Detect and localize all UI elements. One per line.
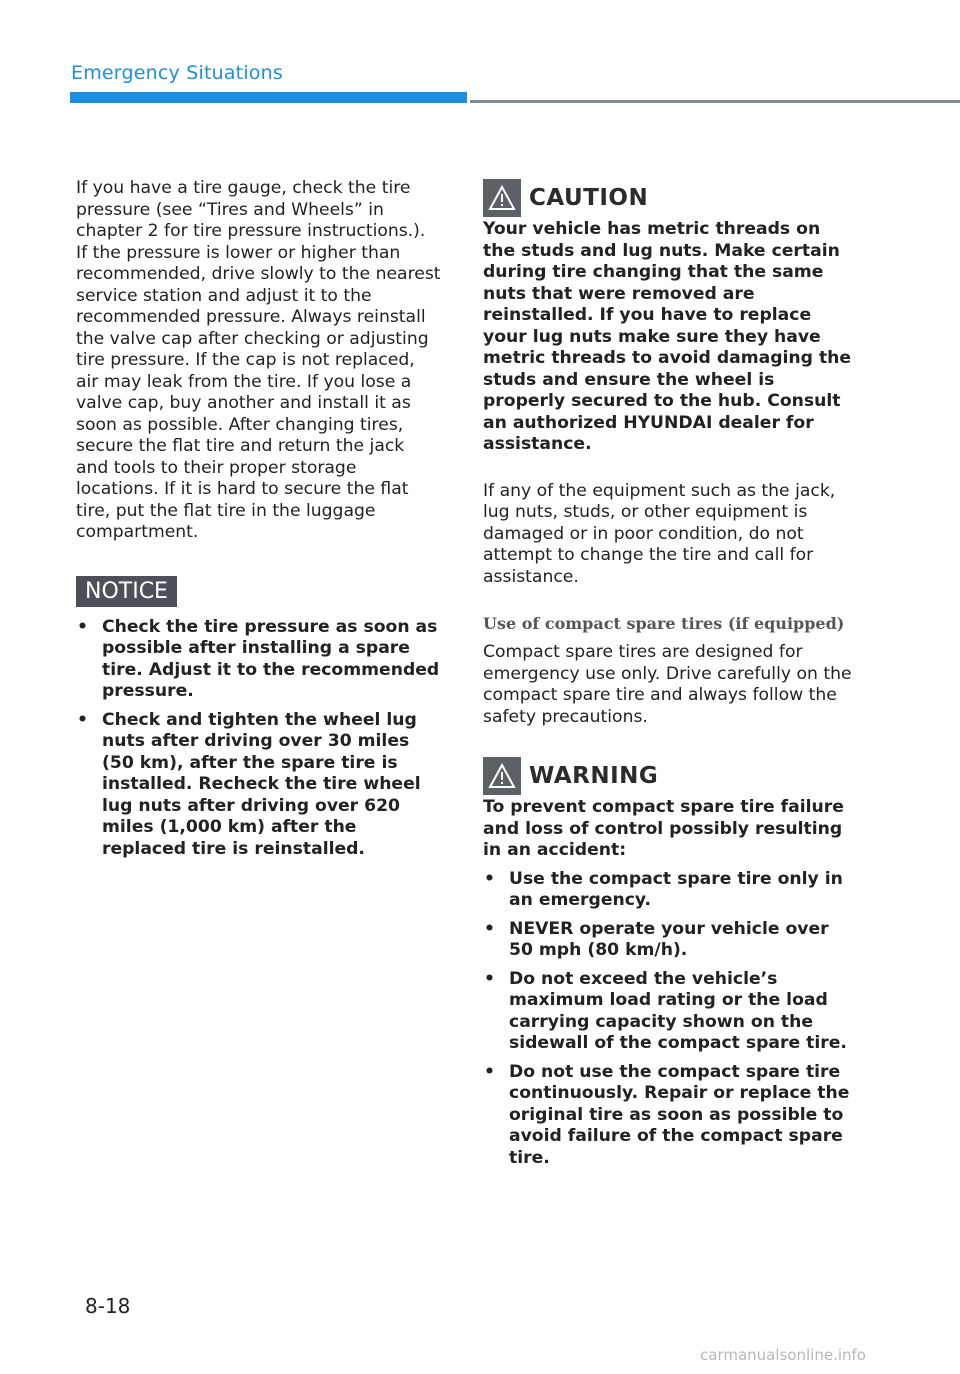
compact-spare-heading: Use of compact spare tires (if equipped) — [483, 614, 845, 633]
equipment-paragraph: If any of the equipment such as the jack, lug nuts, studs, or other equipment is damaged or in poor condition, do not attempt to change the tire and call for assistance. — [483, 480, 836, 587]
bullet-icon: • — [77, 616, 88, 637]
warning-item: • NEVER operate your vehicle over 50 mph (80 km/h). — [484, 918, 829, 960]
warning-triangle-icon — [483, 179, 521, 217]
compact-spare-text: Compact spare tires are designed for emergency use only. Drive carefully on the compact spare tire and always follow the safety precautions. — [483, 642, 852, 727]
warning-item: • Use the compact spare tire only in an emergency. — [484, 868, 843, 910]
bullet-icon: • — [484, 968, 495, 989]
header-accent-rule — [70, 92, 467, 103]
caution-text: Your vehicle has metric threads on the studs and lug nuts. Make certain during tire changing that the same nuts that were removed are reinstalled. If you have to replace your lug nuts make sure they have metric threads to avoid damaging the studs and ensure the wheel is properly secured to the hub. Consult an authorized HYUNDAI dealer for assistance. — [483, 219, 852, 454]
bullet-icon: • — [484, 918, 495, 939]
watermark: carmanualsonline.info — [700, 1346, 866, 1364]
intro-paragraph: If you have a tire gauge, check the tire pressure (see “Tires and Wheels” in chapter 2 for tire pressure instructions.). If the pressure is lower or higher than recommended, drive slowly to the nearest service station and adjust it to the recommended pressure. Always reinstall the valve cap after checking or adjusting tire pressure. If the cap is not replaced, air may leak from the tire. If you lose a valve cap, buy another and install it as soon as possible. After changing tires, secure the flat tire and return the jack and tools to their proper storage locations. If it is hard to secure the flat tire, put the flat tire in the luggage compartment. — [76, 178, 441, 542]
notice-item: • Check the tire pressure as soon as possible after installing a spare tire. Adjust it to the recommended pressure. — [77, 616, 440, 701]
caution-header — [483, 178, 855, 218]
warning-title: WARNING — [529, 763, 659, 789]
page-number: 8-18 — [85, 1294, 131, 1318]
warning-list — [483, 869, 855, 1170]
notice-item: • Check and tighten the wheel lug nuts after driving over 30 miles (50 km), after the spare tire is installed. Recheck the tire wheel lug nuts after driving over 620 miles (1,000 km) after the replaced tire is reinstalled. — [77, 709, 421, 859]
bullet-icon: • — [484, 1061, 495, 1082]
header-divider-rule — [470, 100, 960, 103]
bullet-icon: • — [77, 709, 88, 730]
caution-title: CAUTION — [529, 185, 649, 211]
warning-header — [483, 756, 855, 796]
right-column — [483, 178, 855, 1176]
warning-item: • Do not use the compact spare tire continuously. Repair or replace the original tire as soon as possible to avoid failure of the compact spare tire. — [484, 1061, 850, 1168]
left-column — [76, 178, 441, 867]
warning-triangle-icon — [483, 757, 521, 795]
notice-list — [76, 617, 441, 861]
bullet-icon: • — [484, 868, 495, 889]
section-title: Emergency Situations — [71, 62, 283, 84]
notice-badge: NOTICE — [76, 576, 177, 607]
warning-item: • Do not exceed the vehicle’s maximum load rating or the load carrying capacity shown on the sidewall of the compact spare tire. — [484, 968, 847, 1053]
warning-intro: To prevent compact spare tire failure and loss of control possibly resulting in an accident: — [483, 797, 844, 860]
